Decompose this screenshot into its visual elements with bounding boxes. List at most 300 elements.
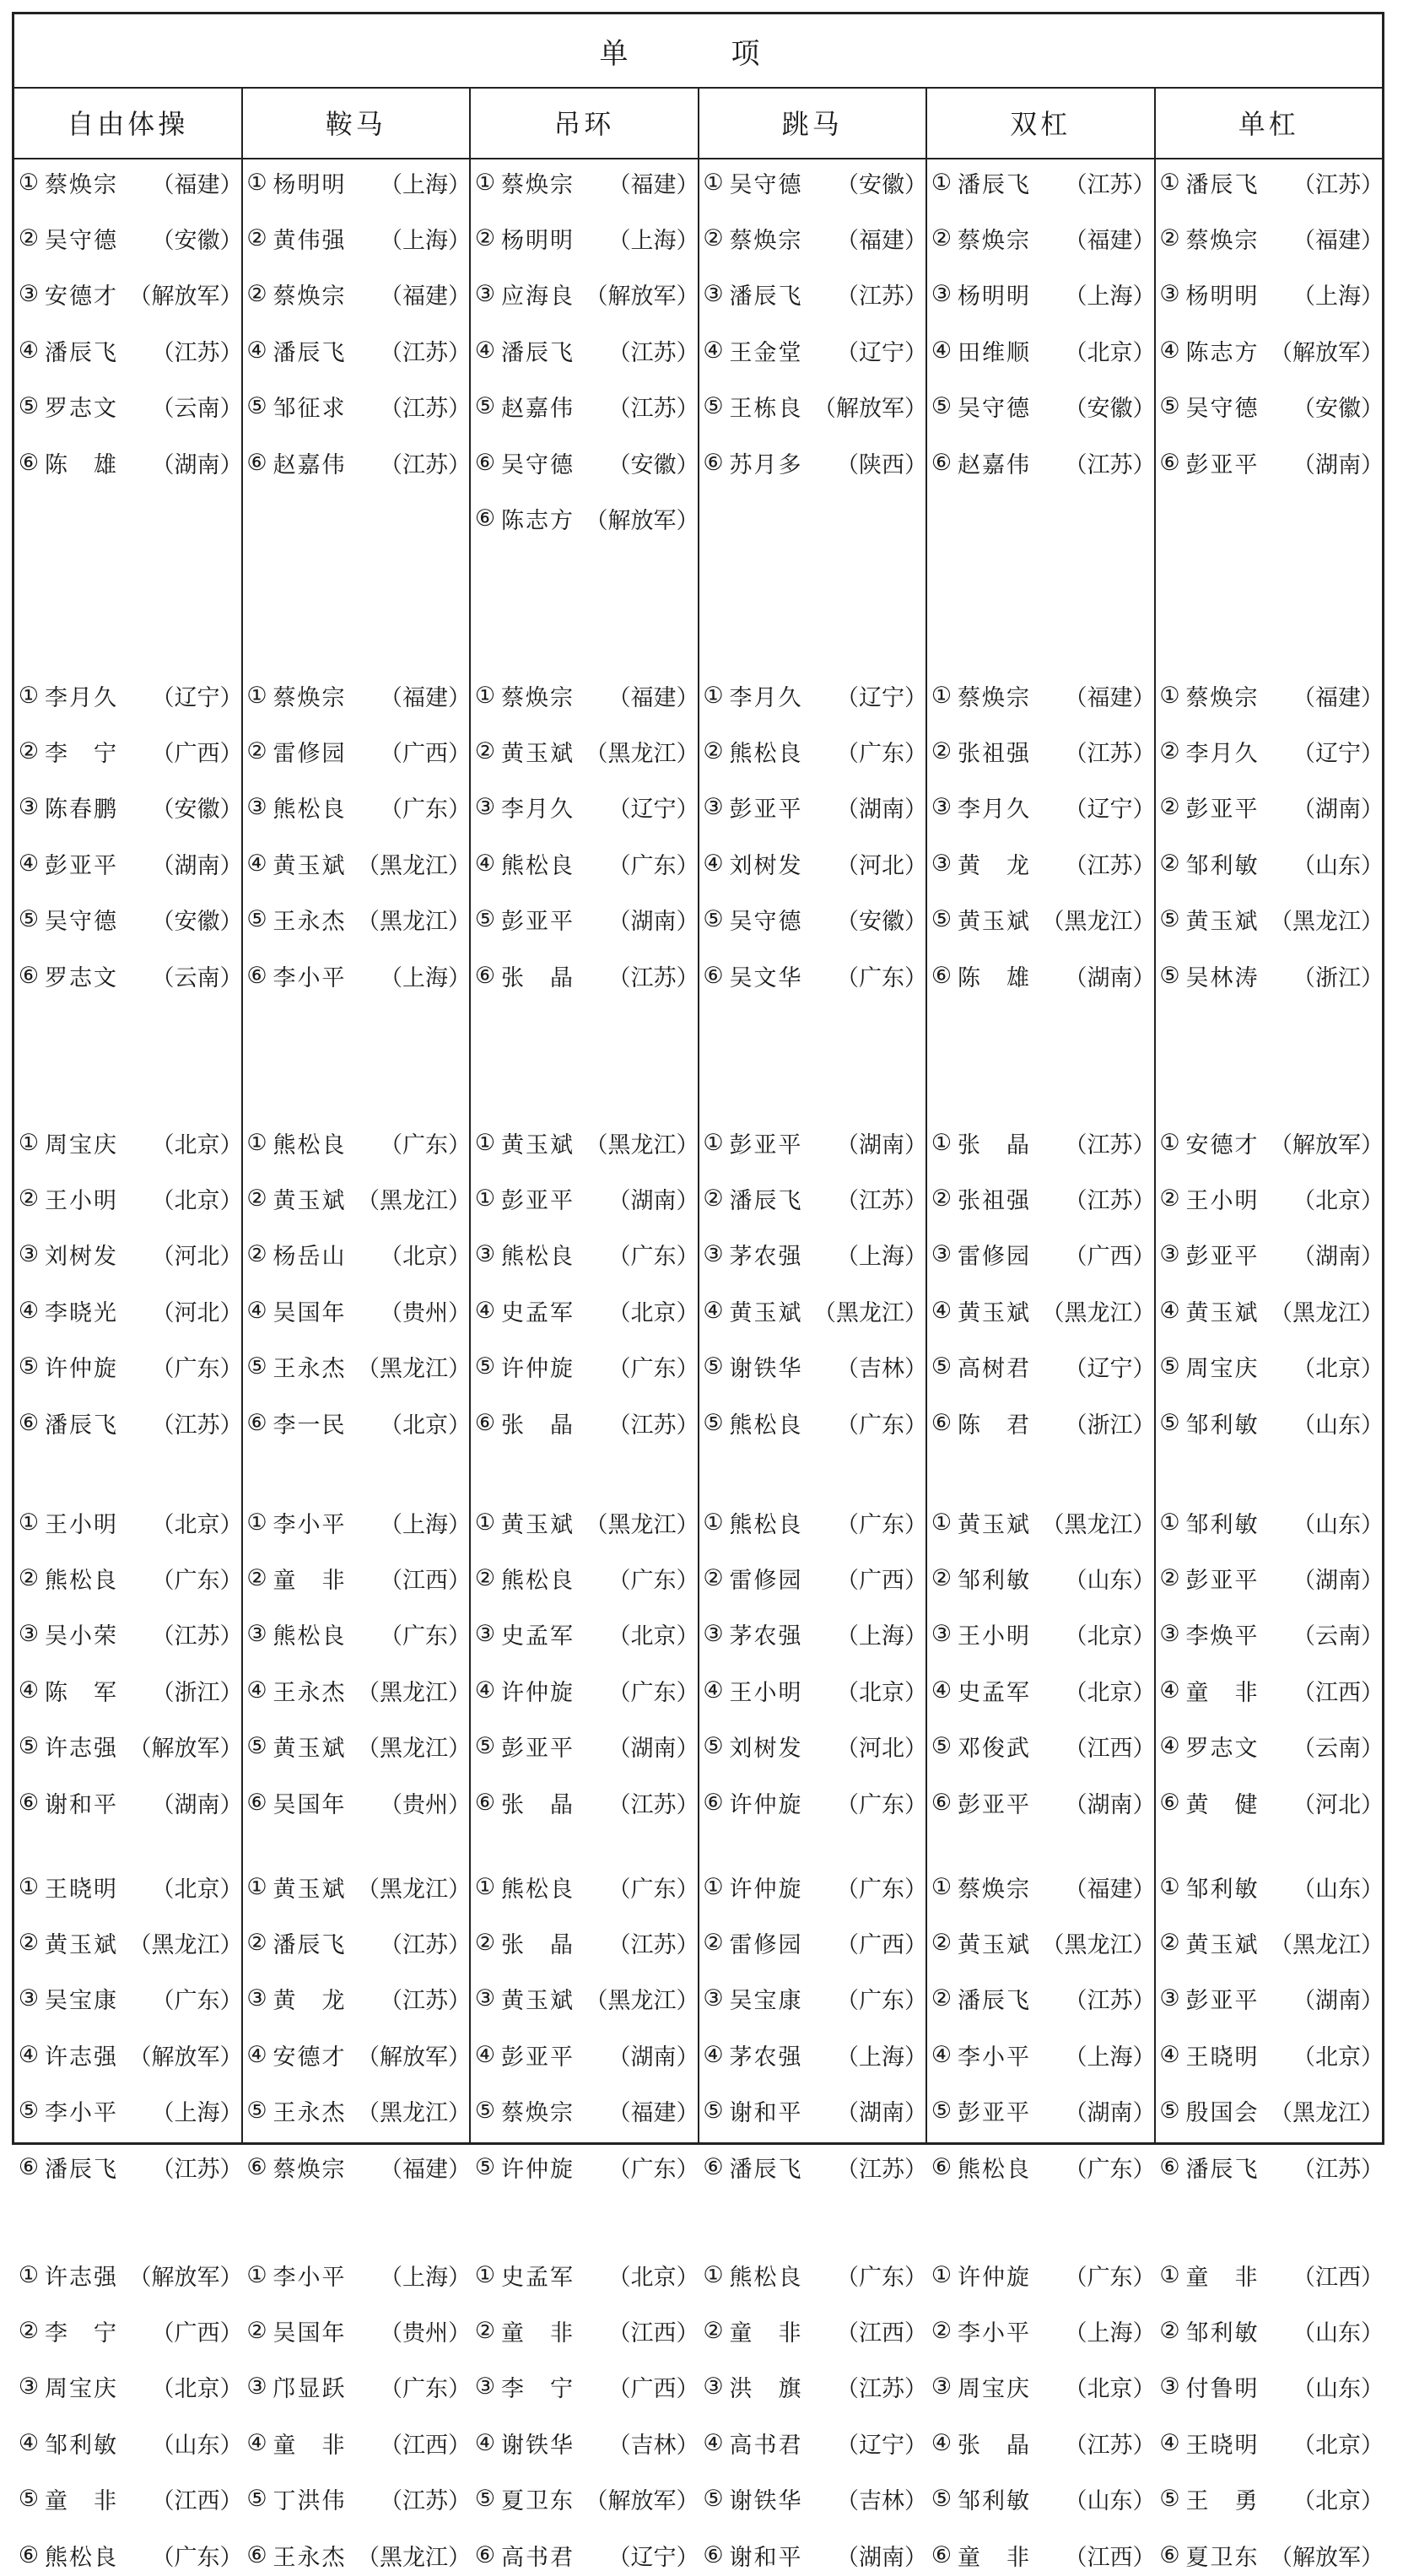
province-label: （福建）: [836, 227, 927, 254]
ranking-entry: [471, 1557, 701, 1599]
province-label: （黑龙江）: [357, 1736, 471, 1763]
rank-number: ③: [18, 281, 40, 308]
ranking-entry: [14, 1289, 245, 1331]
athlete-name: 张 晶: [958, 1131, 1031, 1158]
athlete-name: 彭亚平: [501, 2044, 575, 2071]
ranking-entry: [243, 273, 473, 316]
province-label: （辽宁）: [607, 797, 699, 824]
event-column: [925, 158, 1156, 2571]
province-label: （北京）: [151, 1131, 243, 1158]
athlete-name: 蔡焕宗: [501, 2100, 575, 2127]
athlete-name: 彭亚平: [958, 1791, 1031, 1818]
ranking-entry: [243, 1781, 473, 1823]
ranking-entry: [699, 1978, 930, 2020]
ranking-entry: [471, 2534, 701, 2576]
rank-number: ③: [931, 281, 952, 308]
province-label: （上海）: [1064, 2044, 1156, 2071]
province-label: （广东）: [836, 1876, 927, 1903]
province-label: （江苏）: [1064, 852, 1156, 879]
ranking-entry: [1156, 386, 1386, 428]
rank-number: ②: [1159, 737, 1180, 764]
rank-number: ④: [246, 1677, 267, 1704]
rank-number: ③: [931, 794, 952, 821]
province-label: （辽宁）: [836, 2432, 927, 2459]
rank-number: ④: [246, 2429, 267, 2456]
athlete-name: 邹利敏: [958, 1567, 1031, 1594]
ranking-entry: [243, 1725, 473, 1768]
ranking-entry: [471, 1177, 701, 1219]
athlete-name: 熊松良: [273, 1131, 347, 1158]
province-label: （上海）: [836, 1244, 927, 1271]
ranking-entry: [699, 1866, 930, 1908]
rank-number: ①: [18, 1873, 40, 1900]
ranking-entry: [699, 674, 930, 716]
province-label: （解放军）: [128, 1736, 243, 1763]
ranking-entry: [927, 1177, 1157, 1219]
athlete-name: 罗志文: [45, 964, 118, 991]
rank-number: ④: [931, 1297, 952, 1324]
athlete-name: 熊松良: [729, 1412, 803, 1439]
athlete-name: 熊松良: [501, 852, 575, 879]
ranking-entry: [243, 1121, 473, 1164]
athlete-name: 潘辰飞: [958, 171, 1031, 198]
ranking-entry: [927, 899, 1157, 941]
province-label: （福建）: [380, 2156, 471, 2183]
ranking-entry: [243, 329, 473, 371]
ranking-entry: [927, 1557, 1157, 1599]
athlete-name: 张祖强: [958, 740, 1031, 767]
athlete-name: 夏卫东: [1185, 2544, 1260, 2571]
rank-number: ⑥: [18, 1789, 40, 1816]
athlete-name: 熊松良: [273, 797, 347, 824]
ranking-entry: [927, 2534, 1157, 2576]
ranking-entry: [699, 441, 930, 483]
province-label: （上海）: [380, 1511, 471, 1538]
province-label: （安徽）: [836, 171, 927, 198]
province-label: （江苏）: [380, 339, 471, 366]
province-label: （广西）: [1064, 1244, 1156, 1271]
ranking-entry: [243, 217, 473, 259]
athlete-name: 陈志方: [501, 507, 575, 534]
rank-number: ④: [1159, 1677, 1180, 1704]
athlete-name: 杨明明: [273, 171, 347, 198]
rank-number: ⑥: [703, 2153, 724, 2180]
ranking-entry: [1156, 1921, 1386, 1963]
event-column: [241, 158, 471, 2571]
athlete-name: 童 非: [729, 2319, 803, 2346]
athlete-name: 潘辰飞: [501, 339, 575, 366]
athlete-name: 黄 龙: [273, 1988, 347, 2015]
rank-number: ⑥: [703, 962, 724, 989]
rank-number: ②: [703, 224, 724, 251]
athlete-name: 高树君: [958, 1356, 1031, 1383]
rank-number: ③: [246, 794, 267, 821]
ranking-entry: [243, 1557, 473, 1599]
province-label: （广西）: [151, 740, 243, 767]
province-label: （江西）: [380, 2432, 471, 2459]
province-label: （福建）: [380, 284, 471, 311]
province-label: （上海）: [607, 227, 699, 254]
ranking-entry: [927, 1289, 1157, 1331]
athlete-name: 陈 雄: [45, 451, 118, 478]
province-label: （江苏）: [1064, 740, 1156, 767]
athlete-name: 吴守德: [501, 451, 575, 478]
athlete-name: 吴国年: [273, 2319, 347, 2346]
athlete-name: 李小平: [45, 2100, 118, 2127]
rank-number: ②: [1159, 794, 1180, 821]
athlete-name: 李月久: [45, 684, 118, 711]
province-label: （贵州）: [380, 1791, 471, 1818]
rank-number: ④: [18, 2429, 40, 2456]
ranking-entry: [243, 1234, 473, 1276]
province-label: （解放军）: [1270, 1131, 1384, 1158]
athlete-name: 吴国年: [273, 1299, 347, 1326]
athlete-name: 李月久: [1185, 740, 1260, 767]
rank-number: ④: [474, 850, 496, 877]
province-label: （江苏）: [836, 2376, 927, 2403]
province-label: （北京）: [1292, 2488, 1384, 2515]
rank-number: ⑥: [18, 2541, 40, 2568]
rank-number: ④: [703, 850, 724, 877]
ranking-entry: [1156, 2478, 1386, 2520]
province-label: （江苏）: [1064, 1988, 1156, 2015]
athlete-name: 吴国年: [273, 1791, 347, 1818]
athlete-name: 谢铁华: [729, 1356, 803, 1383]
athlete-name: 雷修园: [273, 740, 347, 767]
ranking-entry: [243, 161, 473, 203]
province-label: （解放军）: [128, 2044, 243, 2071]
province-label: （江苏）: [380, 396, 471, 423]
athlete-name: 黄 健: [1185, 1791, 1260, 1818]
province-label: （黑龙江）: [1041, 1511, 1156, 1538]
province-label: （湖南）: [151, 1791, 243, 1818]
province-label: （辽宁）: [836, 339, 927, 366]
athlete-name: 周宝庆: [45, 1131, 118, 1158]
athlete-name: 陈 君: [958, 1412, 1031, 1439]
ranking-entry: [471, 441, 701, 483]
province-label: （江苏）: [1064, 451, 1156, 478]
athlete-name: 高书君: [501, 2544, 575, 2571]
rank-number: ②: [1159, 2317, 1180, 2344]
athlete-name: 赵嘉伟: [958, 451, 1031, 478]
ranking-entry: [699, 2090, 930, 2132]
rank-number: ②: [931, 737, 952, 764]
athlete-name: 彭亚平: [958, 2100, 1031, 2127]
ranking-entry: [471, 786, 701, 829]
province-label: （北京）: [607, 1623, 699, 1650]
province-label: （广东）: [380, 797, 471, 824]
province-label: （山东）: [1064, 2488, 1156, 2515]
header-rings: 吊环: [469, 87, 698, 158]
athlete-name: 彭亚平: [1185, 797, 1260, 824]
athlete-name: 许仲旋: [501, 2156, 575, 2183]
province-label: （江苏）: [836, 1187, 927, 1214]
athlete-name: 黄玉斌: [958, 1931, 1031, 1958]
rank-number: ⑤: [1159, 1409, 1180, 1436]
province-label: （湖南）: [151, 451, 243, 478]
athlete-name: 潘辰飞: [1185, 171, 1260, 198]
ranking-entry: [14, 1613, 245, 1655]
province-label: （云南）: [1292, 1623, 1384, 1650]
province-label: （北京）: [1292, 1187, 1384, 1214]
province-label: （北京）: [380, 1412, 471, 1439]
province-label: （福建）: [1292, 227, 1384, 254]
athlete-name: 周宝庆: [1185, 1356, 1260, 1383]
province-label: （福建）: [1064, 1876, 1156, 1903]
province-label: （山东）: [1292, 1876, 1384, 1903]
athlete-name: 潘辰飞: [273, 1931, 347, 1958]
rank-number: ①: [18, 2261, 40, 2288]
athlete-name: 童 非: [501, 2319, 575, 2346]
athlete-name: 黄玉斌: [501, 740, 575, 767]
athlete-name: 许志强: [45, 1736, 118, 1763]
rank-number: ⑤: [1159, 2098, 1180, 2125]
province-label: （安徽）: [836, 909, 927, 936]
ranking-entry: [927, 2422, 1157, 2464]
ranking-entry: [927, 2309, 1157, 2352]
rank-number: ①: [18, 682, 40, 709]
ranking-entry: [1156, 1234, 1386, 1276]
rank-number: ①: [246, 169, 267, 196]
ranking-entry: [243, 730, 473, 772]
athlete-name: 蔡焕宗: [958, 227, 1031, 254]
ranking-entry: [14, 1501, 245, 1543]
rank-number: ③: [474, 2373, 496, 2400]
athlete-name: 黄玉斌: [501, 1131, 575, 1158]
athlete-name: 丁洪伟: [273, 2488, 347, 2515]
ranking-entry: [471, 1669, 701, 1711]
athlete-name: 彭亚平: [1185, 451, 1260, 478]
province-label: （黑龙江）: [357, 852, 471, 879]
ranking-entry: [471, 1234, 701, 1276]
rank-number: ③: [246, 1985, 267, 2012]
rank-number: ⑤: [931, 2098, 952, 2125]
province-label: （广东）: [151, 1356, 243, 1383]
rank-number: ④: [474, 2041, 496, 2068]
athlete-name: 史孟军: [958, 1679, 1031, 1706]
athlete-name: 许仲旋: [501, 1356, 575, 1383]
rank-number: ②: [1159, 850, 1180, 877]
province-label: （北京）: [151, 1876, 243, 1903]
athlete-name: 王晓明: [1185, 2044, 1260, 2071]
province-label: （北京）: [1064, 1623, 1156, 1650]
ranking-entry: [927, 1781, 1157, 1823]
ranking-entry: [1156, 1346, 1386, 1388]
ranking-entry: [14, 1921, 245, 1963]
athlete-name: 应海良: [501, 284, 575, 311]
rank-number: ⑤: [1159, 1353, 1180, 1380]
athlete-name: 潘辰飞: [1185, 2156, 1260, 2183]
province-label: （广东）: [607, 1356, 699, 1383]
header-parallel-bars: 双杠: [925, 87, 1154, 158]
athlete-name: 罗志文: [45, 396, 118, 423]
athlete-name: 黄玉斌: [729, 1299, 803, 1326]
province-label: （安徽）: [151, 797, 243, 824]
rank-number: ⑥: [931, 1789, 952, 1816]
province-label: （江苏）: [836, 2156, 927, 2183]
athlete-name: 王小明: [958, 1623, 1031, 1650]
ranking-entry: [1156, 329, 1386, 371]
rank-number: ②: [246, 2317, 267, 2344]
rank-number: ①: [18, 1509, 40, 1536]
athlete-name: 黄玉斌: [45, 1931, 118, 1958]
ranking-entry: [243, 899, 473, 941]
province-label: （广西）: [836, 1567, 927, 1594]
athlete-name: 王晓明: [45, 1876, 118, 1903]
province-label: （黑龙江）: [357, 909, 471, 936]
rank-number: ②: [703, 737, 724, 764]
athlete-name: 张祖强: [958, 1187, 1031, 1214]
rank-number: ②: [474, 2317, 496, 2344]
rank-number: ②: [703, 1185, 724, 1212]
rank-number: ⑥: [18, 1409, 40, 1436]
province-label: （黑龙江）: [1270, 909, 1384, 936]
province-label: （江西）: [1292, 2264, 1384, 2291]
ranking-entry: [243, 2366, 473, 2408]
rank-number: ①: [931, 1509, 952, 1536]
ranking-entry: [699, 1613, 930, 1655]
athlete-name: 蔡焕宗: [45, 171, 118, 198]
rank-number: ①: [1159, 1873, 1180, 1900]
province-label: （广东）: [836, 964, 927, 991]
ranking-entry: [471, 1501, 701, 1543]
rank-number: ⑤: [931, 393, 952, 420]
athlete-name: 潘辰飞: [45, 339, 118, 366]
province-label: （黑龙江）: [585, 1131, 699, 1158]
athlete-name: 许仲旋: [729, 1876, 803, 1903]
ranking-entry: [927, 1725, 1157, 1768]
ranking-entry: [927, 2090, 1157, 2132]
athlete-name: 周宝庆: [958, 2376, 1031, 2403]
ranking-entry: [1156, 1401, 1386, 1444]
athlete-name: 熊松良: [273, 1623, 347, 1650]
rank-number: ①: [1159, 2261, 1180, 2288]
province-label: （解放军）: [1270, 339, 1384, 366]
athlete-name: 李一民: [273, 1412, 347, 1439]
ranking-entry: [699, 1725, 930, 1768]
rank-number: ⑤: [703, 2098, 724, 2125]
province-label: （黑龙江）: [1270, 1299, 1384, 1326]
ranking-entry: [1156, 2422, 1386, 2464]
athlete-name: 陈春鹏: [45, 797, 118, 824]
rank-number: ⑥: [246, 1789, 267, 1816]
ranking-entry: [14, 386, 245, 428]
rank-number: ②: [474, 1929, 496, 1956]
rank-number: ①: [474, 1129, 496, 1156]
rank-number: ②: [703, 1564, 724, 1591]
athlete-name: 邹利敏: [1185, 1511, 1260, 1538]
province-label: （福建）: [380, 684, 471, 711]
ranking-entry: [1156, 842, 1386, 884]
rank-number: ①: [703, 682, 724, 709]
ranking-entry: [471, 1346, 701, 1388]
athlete-name: 童 非: [1185, 1679, 1260, 1706]
ranking-entry: [243, 2033, 473, 2076]
province-label: （湖南）: [1064, 2100, 1156, 2127]
rank-number: ⑥: [18, 2153, 40, 2180]
rank-number: ②: [18, 2317, 40, 2344]
ranking-entry: [699, 1346, 930, 1388]
ranking-entry: [927, 2146, 1157, 2188]
rank-number: ①: [246, 1509, 267, 1536]
athlete-name: 李 宁: [501, 2376, 575, 2403]
rank-number: ⑤: [18, 906, 40, 933]
rank-number: ③: [703, 1621, 724, 1648]
ranking-entry: [927, 1121, 1157, 1164]
rank-number: ②: [246, 737, 267, 764]
athlete-name: 童 非: [273, 1567, 347, 1594]
athlete-name: 李晓光: [45, 1299, 118, 1326]
ranking-entry: [471, 2033, 701, 2076]
athlete-name: 张 晶: [958, 2432, 1031, 2459]
athlete-name: 杨明明: [1185, 284, 1260, 311]
ranking-entry: [14, 954, 245, 996]
province-label: （广东）: [151, 1567, 243, 1594]
province-label: （广东）: [607, 1244, 699, 1271]
province-label: （黑龙江）: [357, 1187, 471, 1214]
rank-number: ③: [474, 1621, 496, 1648]
province-label: （浙江）: [1292, 964, 1384, 991]
ranking-entry: [14, 786, 245, 829]
province-label: （广东）: [607, 852, 699, 879]
rank-number: ④: [1159, 1733, 1180, 1760]
province-label: （辽宁）: [607, 2544, 699, 2571]
province-label: （黑龙江）: [357, 1876, 471, 1903]
rank-number: ⑤: [931, 2486, 952, 2513]
province-label: （江苏）: [607, 1931, 699, 1958]
athlete-name: 熊松良: [45, 1567, 118, 1594]
rank-number: ⑤: [18, 1733, 40, 1760]
athlete-name: 史孟军: [501, 1299, 575, 1326]
province-label: （福建）: [607, 2100, 699, 2127]
ranking-entry: [927, 1921, 1157, 1963]
province-label: （广东）: [380, 1623, 471, 1650]
rank-number: ②: [246, 281, 267, 308]
ranking-entry: [243, 2146, 473, 2188]
rank-number: ⑥: [703, 1789, 724, 1816]
ranking-entry: [471, 2309, 701, 2352]
athlete-name: 黄 龙: [958, 852, 1031, 879]
rank-number: ⑤: [474, 906, 496, 933]
ranking-entry: [14, 899, 245, 941]
rank-number: ③: [1159, 281, 1180, 308]
athlete-name: 罗志文: [1185, 1736, 1260, 1763]
ranking-entry: [699, 786, 930, 829]
ranking-entry: [243, 2478, 473, 2520]
rank-number: ④: [18, 337, 40, 364]
province-label: （山东）: [1292, 2376, 1384, 2403]
province-label: （广东）: [380, 1131, 471, 1158]
province-label: （安徽）: [607, 451, 699, 478]
rank-number: ④: [18, 1297, 40, 1324]
ranking-entry: [1156, 217, 1386, 259]
athlete-name: 刘树发: [729, 1736, 803, 1763]
athlete-name: 邹利敏: [1185, 1876, 1260, 1903]
ranking-entry: [14, 2146, 245, 2188]
athlete-name: 彭亚平: [729, 1131, 803, 1158]
ranking-entry: [1156, 730, 1386, 772]
ranking-entry: [1156, 2309, 1386, 2352]
province-label: （广东）: [151, 1988, 243, 2015]
athlete-name: 王晓明: [1185, 2432, 1260, 2459]
ranking-entry: [471, 2254, 701, 2296]
ranking-entry: [471, 497, 701, 539]
rank-number: ②: [1159, 1185, 1180, 1212]
rank-number: ④: [246, 850, 267, 877]
athlete-name: 黄玉斌: [1185, 1931, 1260, 1958]
athlete-name: 雷修园: [958, 1244, 1031, 1271]
athlete-name: 史孟军: [501, 2264, 575, 2291]
